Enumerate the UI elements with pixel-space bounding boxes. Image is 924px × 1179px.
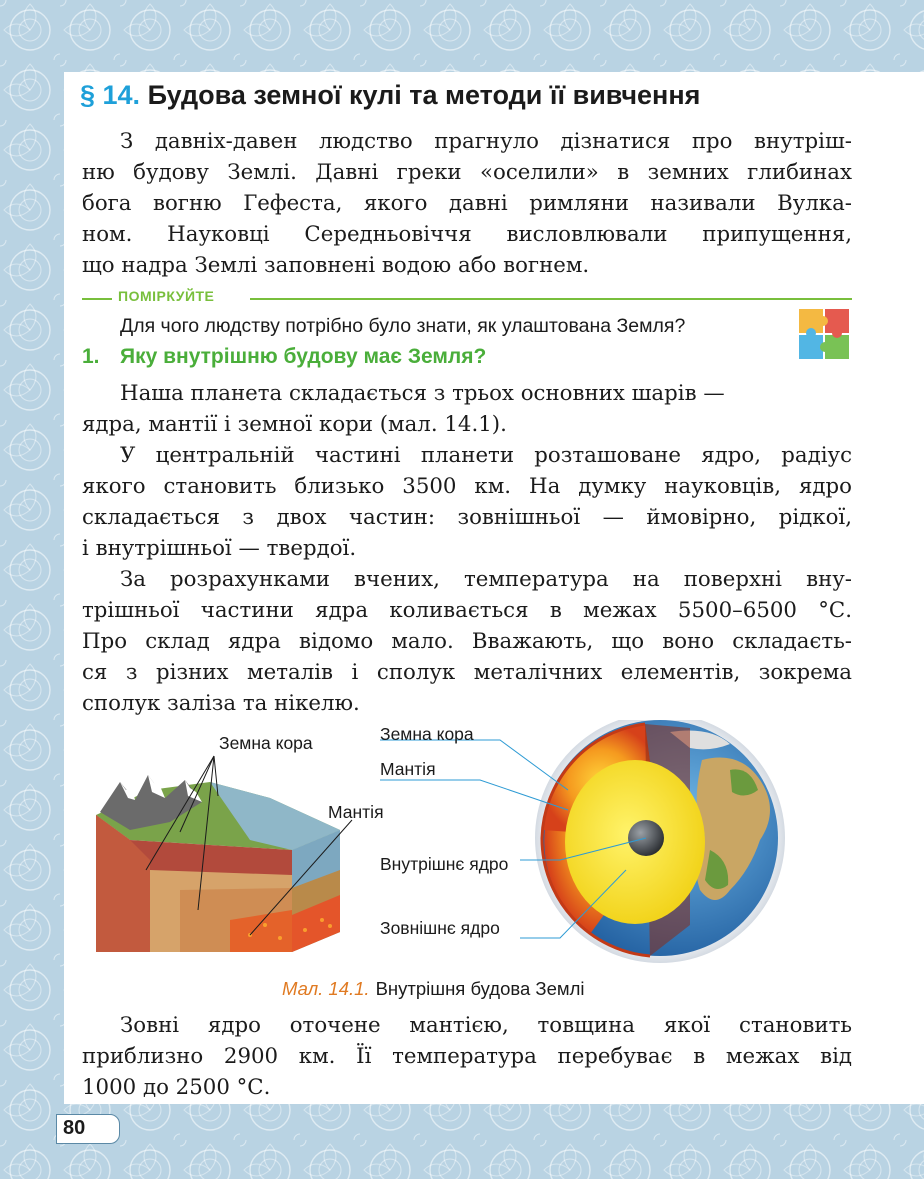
section-number: § 14. xyxy=(80,80,141,110)
think-question: Для чого людству потрібно було знати, як улаштована Земля? xyxy=(120,315,686,337)
text-line: бога вогню Гефеста, якого давні римляни називали Вулка- xyxy=(82,191,852,216)
section-title: Будова земної кулі та методи її вивчення xyxy=(147,80,701,110)
subsection-heading xyxy=(82,345,486,369)
globe-label-mantle: Мантія xyxy=(380,759,436,779)
intro-paragraph xyxy=(82,126,852,281)
text-line: ядра, мантії і земної кори (мал. 14.1). xyxy=(82,412,507,437)
text-line: приблизно 2900 км. Її температура перебуває в межах від xyxy=(82,1044,852,1069)
text-line: складається з двох частин: зовнішньої — ймовірно, рідкої, xyxy=(82,505,852,530)
paragraph-layers xyxy=(82,378,852,440)
block-label-crust: Земна кора xyxy=(219,733,313,753)
globe-label-inner-core: Внутрішнє ядро xyxy=(380,854,509,874)
text-line: Про склад ядра відомо мало. Вважають, що воно складаєть- xyxy=(82,629,852,654)
caption-text: Внутрішня будова Землі xyxy=(375,978,585,999)
subsection-title: Яку внутрішню будову має Земля? xyxy=(120,345,487,368)
text-line: Зовні ядро оточене мантією, товщина якої становить xyxy=(120,1013,852,1038)
text-line: і внутрішньої — твердої. xyxy=(82,536,357,561)
divider xyxy=(250,298,852,300)
page-number: 80 xyxy=(63,1117,86,1139)
text-line: ном. Науковці Середньовіччя висловлювали припущення, xyxy=(82,222,852,247)
paragraph-mantle xyxy=(82,1010,852,1103)
text-line: У центральній частині планети розташоване ядро, радіус xyxy=(120,443,852,468)
paragraph-core xyxy=(82,440,852,564)
text-line: якого становить близько 3500 км. На думку науковців, ядро xyxy=(82,474,852,499)
think-label: ПОМІРКУЙТЕ xyxy=(118,288,215,304)
caption-number: Мал. 14.1. xyxy=(282,978,370,999)
page-title xyxy=(80,80,860,111)
divider xyxy=(82,298,112,300)
text-line: ся з різних металів і сполук металічних елементів, зокрема xyxy=(82,660,852,685)
puzzle-icon xyxy=(797,305,851,361)
text-line: ню будову Землі. Давні греки «оселили» в земних глибинах xyxy=(82,160,852,185)
page-number-badge xyxy=(56,1114,120,1144)
text-line: Наша планета складається з трьох основних шарів — xyxy=(120,381,725,406)
text-line: що надра Землі заповнені водою або вогнем. xyxy=(82,253,590,278)
think-box-header xyxy=(82,287,852,307)
subsection-number: 1. xyxy=(82,345,100,368)
block-label-mantle: Мантія xyxy=(328,802,384,822)
paragraph-temperature xyxy=(82,564,852,719)
text-line: сполук заліза та нікелю. xyxy=(82,691,360,716)
text-line: З давніх-давен людство прагнуло дізнатися про внутріш- xyxy=(120,129,852,154)
text-line: 1000 до 2500 °С. xyxy=(82,1075,271,1100)
crust-block-illustration xyxy=(96,775,340,952)
figure-caption xyxy=(282,978,585,1000)
globe-label-outer-core: Зовнішнє ядро xyxy=(380,918,500,938)
text-line: трішньої частини ядра коливається в межах 5500–6500 °С. xyxy=(82,598,852,623)
globe-label-crust: Земна кора xyxy=(380,724,474,744)
text-line: За розрахунками вчених, температура на поверхні вну- xyxy=(120,567,852,592)
